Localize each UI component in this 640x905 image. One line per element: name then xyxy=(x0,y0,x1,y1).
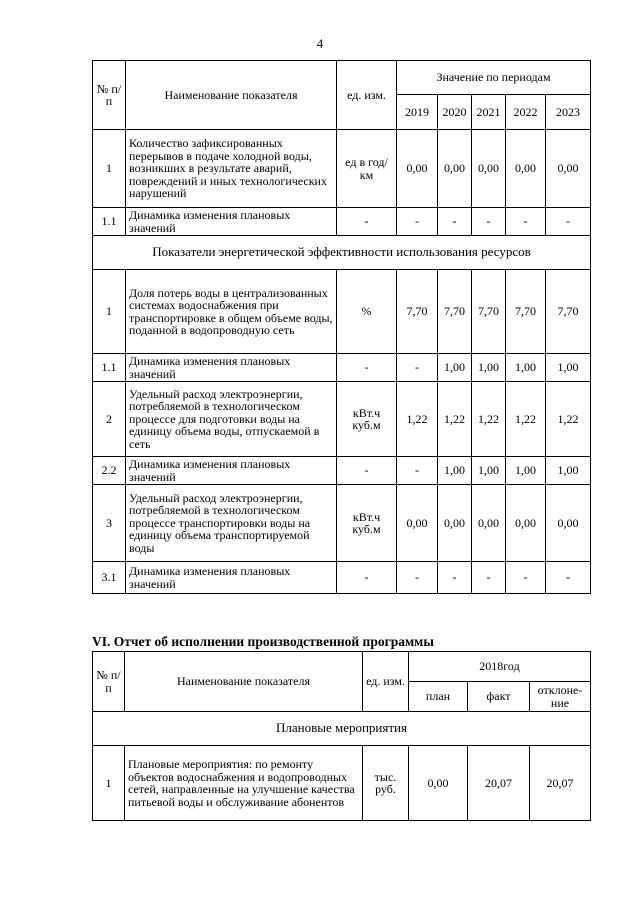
row-name: Доля потерь воды в централизованных системах водоснабжения при транспортировке в общем объеме воды, поданной в водопроводную сеть xyxy=(126,270,337,354)
row-value: - xyxy=(546,562,591,594)
header-year: 2019 xyxy=(397,95,438,130)
table-row xyxy=(93,562,591,594)
row-value: 0,00 xyxy=(397,485,438,562)
row-num: 1.1 xyxy=(93,208,126,236)
table-header-row xyxy=(93,61,591,95)
row-value: 1,22 xyxy=(397,382,438,457)
header-year: 2020 xyxy=(438,95,472,130)
row-value: - xyxy=(546,208,591,236)
row-value: 0,00 xyxy=(397,130,438,208)
row-name: Плановые мероприятия: по ремонту объектов водоснабжения и водопроводных сетей, направленные на улучшение качества питьевой воды и обслуживание абонентов xyxy=(125,746,363,821)
table-row xyxy=(93,130,591,208)
row-value: - xyxy=(472,562,506,594)
header-deviation: отклоне-ние xyxy=(530,682,591,712)
row-value: 1,22 xyxy=(438,382,472,457)
header-name: Наименование показателя xyxy=(126,61,337,130)
header-year: 2023 xyxy=(546,95,591,130)
row-value: - xyxy=(506,562,546,594)
row-value: 7,70 xyxy=(438,270,472,354)
section-row xyxy=(93,712,591,746)
table-row xyxy=(93,382,591,457)
row-value: 1,00 xyxy=(472,457,506,485)
row-num: 1 xyxy=(93,130,126,208)
row-unit: кВт.ч куб.м xyxy=(337,382,397,457)
row-value: - xyxy=(438,562,472,594)
row-unit: % xyxy=(337,270,397,354)
row-num: 2.2 xyxy=(93,457,126,485)
row-num: 3.1 xyxy=(93,562,126,594)
row-unit: кВт.ч куб.м xyxy=(337,485,397,562)
row-value: 0,00 xyxy=(438,130,472,208)
header-unit: ед. изм. xyxy=(337,61,397,130)
header-year: 2021 xyxy=(472,95,506,130)
row-value: 0,00 xyxy=(506,130,546,208)
header-name: Наименование показателя xyxy=(125,652,363,712)
header-year: 2022 xyxy=(506,95,546,130)
row-value: - xyxy=(472,208,506,236)
row-value: 7,70 xyxy=(506,270,546,354)
row-name: Динамика изменения плановых значений xyxy=(126,457,337,485)
row-name: Количество зафиксированных перерывов в подаче холодной воды, возникших в результате аварий, повреждений и иных технологических нарушений xyxy=(126,130,337,208)
indicators-table xyxy=(92,60,591,594)
table-row xyxy=(93,457,591,485)
row-num: 1.1 xyxy=(93,354,126,382)
row-num: 1 xyxy=(93,746,125,821)
header-num: № п/п xyxy=(93,61,126,130)
row-value: 0,00 xyxy=(546,130,591,208)
row-num: 1 xyxy=(93,270,126,354)
row-unit: - xyxy=(337,562,397,594)
row-value: 1,00 xyxy=(438,457,472,485)
row-value: 0,00 xyxy=(472,485,506,562)
section-title: VI. Отчет об исполнении производственной программы xyxy=(92,634,434,649)
row-value: 1,00 xyxy=(472,354,506,382)
row-num: 2 xyxy=(93,382,126,457)
row-unit: тыс. руб. xyxy=(363,746,409,821)
row-value: 1,22 xyxy=(506,382,546,457)
section-label: Показатели энергетической эффективности использования ресурсов xyxy=(93,236,591,270)
row-value: 1,22 xyxy=(472,382,506,457)
row-fact: 20,07 xyxy=(468,746,530,821)
row-value: - xyxy=(397,354,438,382)
row-value: 1,00 xyxy=(506,457,546,485)
header-fact: факт xyxy=(468,682,530,712)
row-unit: ед в год/ км xyxy=(337,130,397,208)
row-name: Удельный расход электроэнергии, потребляемой в технологическом процессе для подготовки воды на единицу объема воды, отпускаемой в сеть xyxy=(126,382,337,457)
row-unit: - xyxy=(337,457,397,485)
program-report-table xyxy=(92,651,591,821)
header-periods: Значение по периодам xyxy=(397,61,591,95)
section-label: Плановые мероприятия xyxy=(93,712,591,746)
row-value: - xyxy=(397,562,438,594)
row-unit: - xyxy=(337,208,397,236)
table-row xyxy=(93,485,591,562)
row-value: - xyxy=(506,208,546,236)
table-row xyxy=(93,208,591,236)
row-value: 1,00 xyxy=(506,354,546,382)
row-num: 3 xyxy=(93,485,126,562)
table-row xyxy=(93,746,591,821)
row-value: - xyxy=(397,457,438,485)
row-value: - xyxy=(397,208,438,236)
row-value: 0,00 xyxy=(546,485,591,562)
section-row xyxy=(93,236,591,270)
row-deviation: 20,07 xyxy=(530,746,591,821)
table-row xyxy=(93,354,591,382)
row-value: 0,00 xyxy=(506,485,546,562)
row-name: Динамика изменения плановых значений xyxy=(126,354,337,382)
header-year: 2018год xyxy=(409,652,591,682)
table-row xyxy=(93,270,591,354)
row-unit: - xyxy=(337,354,397,382)
row-name: Динамика изменения плановых значений xyxy=(126,562,337,594)
row-name: Динамика изменения плановых значений xyxy=(126,208,337,236)
row-name: Удельный расход электроэнергии, потребляемой в технологическом процессе транспортировки воды на единицу объема транспортируемой воды xyxy=(126,485,337,562)
header-plan: план xyxy=(409,682,468,712)
header-unit: ед. изм. xyxy=(363,652,409,712)
row-value: 1,22 xyxy=(546,382,591,457)
row-value: 1,00 xyxy=(438,354,472,382)
header-num: № п/п xyxy=(93,652,125,712)
row-value: 7,70 xyxy=(546,270,591,354)
page-number: 4 xyxy=(316,36,324,51)
indicators-table-body xyxy=(93,61,591,594)
row-value: 1,00 xyxy=(546,457,591,485)
row-value: 0,00 xyxy=(472,130,506,208)
row-value: - xyxy=(438,208,472,236)
row-plan: 0,00 xyxy=(409,746,468,821)
row-value: 7,70 xyxy=(397,270,438,354)
table-header-row xyxy=(93,652,591,682)
row-value: 0,00 xyxy=(438,485,472,562)
row-value: 1,00 xyxy=(546,354,591,382)
row-value: 7,70 xyxy=(472,270,506,354)
